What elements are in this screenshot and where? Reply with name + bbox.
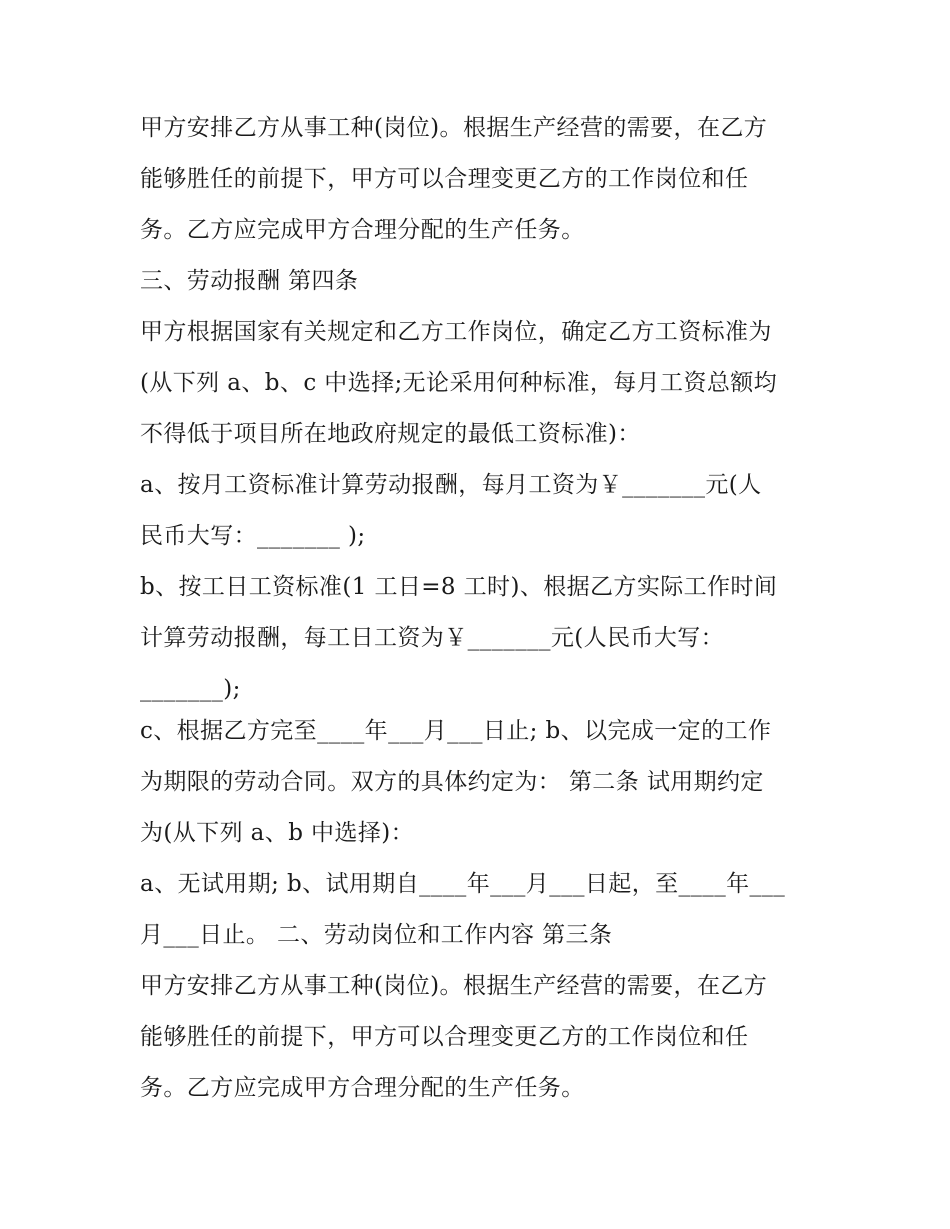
- paragraph-line: _______);: [140, 676, 241, 702]
- paragraph-line: b、按工日工资标准(1 工日=8 工时)、根据乙方实际工作时间: [140, 574, 778, 600]
- paragraph-line: 能够胜任的前提下，甲方可以合理变更乙方的工作岗位和任: [140, 1024, 749, 1050]
- paragraph-line: c、根据乙方完至____年___月___日止; b、以完成一定的工作: [140, 718, 772, 744]
- paragraph-line: 甲方安排乙方从事工种(岗位)。根据生产经营的需要，在乙方: [140, 115, 768, 141]
- paragraph-line: 为(从下列 a、b 中选择)：: [140, 820, 415, 846]
- paragraph-line: (从下列 a、b、c 中选择;无论采用何种标准，每月工资总额均: [140, 370, 778, 396]
- section-heading: 三、劳动报酬 第四条: [140, 268, 359, 294]
- paragraph-line: 民币大写：_______ );: [140, 523, 366, 549]
- paragraph-line: a、按月工资标准计算劳动报酬，每月工资为￥_______元(人: [140, 472, 762, 498]
- paragraph-line: a、无试用期; b、试用期自____年___月___日起，至____年___: [140, 871, 786, 897]
- paragraph-line: 为期限的劳动合同。双方的具体约定为： 第二条 试用期约定: [140, 769, 764, 795]
- paragraph-line: 不得低于项目所在地政府规定的最低工资标准)：: [140, 421, 641, 447]
- paragraph-line: 计算劳动报酬，每工日工资为￥_______元(人民币大写：: [140, 625, 725, 651]
- paragraph-line: 能够胜任的前提下，甲方可以合理变更乙方的工作岗位和任: [140, 166, 749, 192]
- paragraph-line: 甲方安排乙方从事工种(岗位)。根据生产经营的需要，在乙方: [140, 973, 768, 999]
- paragraph-line: 务。乙方应完成甲方合理分配的生产任务。: [140, 1075, 585, 1101]
- paragraph-line: 月___日止。 二、劳动岗位和工作内容 第三条: [140, 922, 613, 948]
- paragraph-line: 甲方根据国家有关规定和乙方工作岗位，确定乙方工资标准为: [140, 319, 772, 345]
- paragraph-line: 务。乙方应完成甲方合理分配的生产任务。: [140, 217, 585, 243]
